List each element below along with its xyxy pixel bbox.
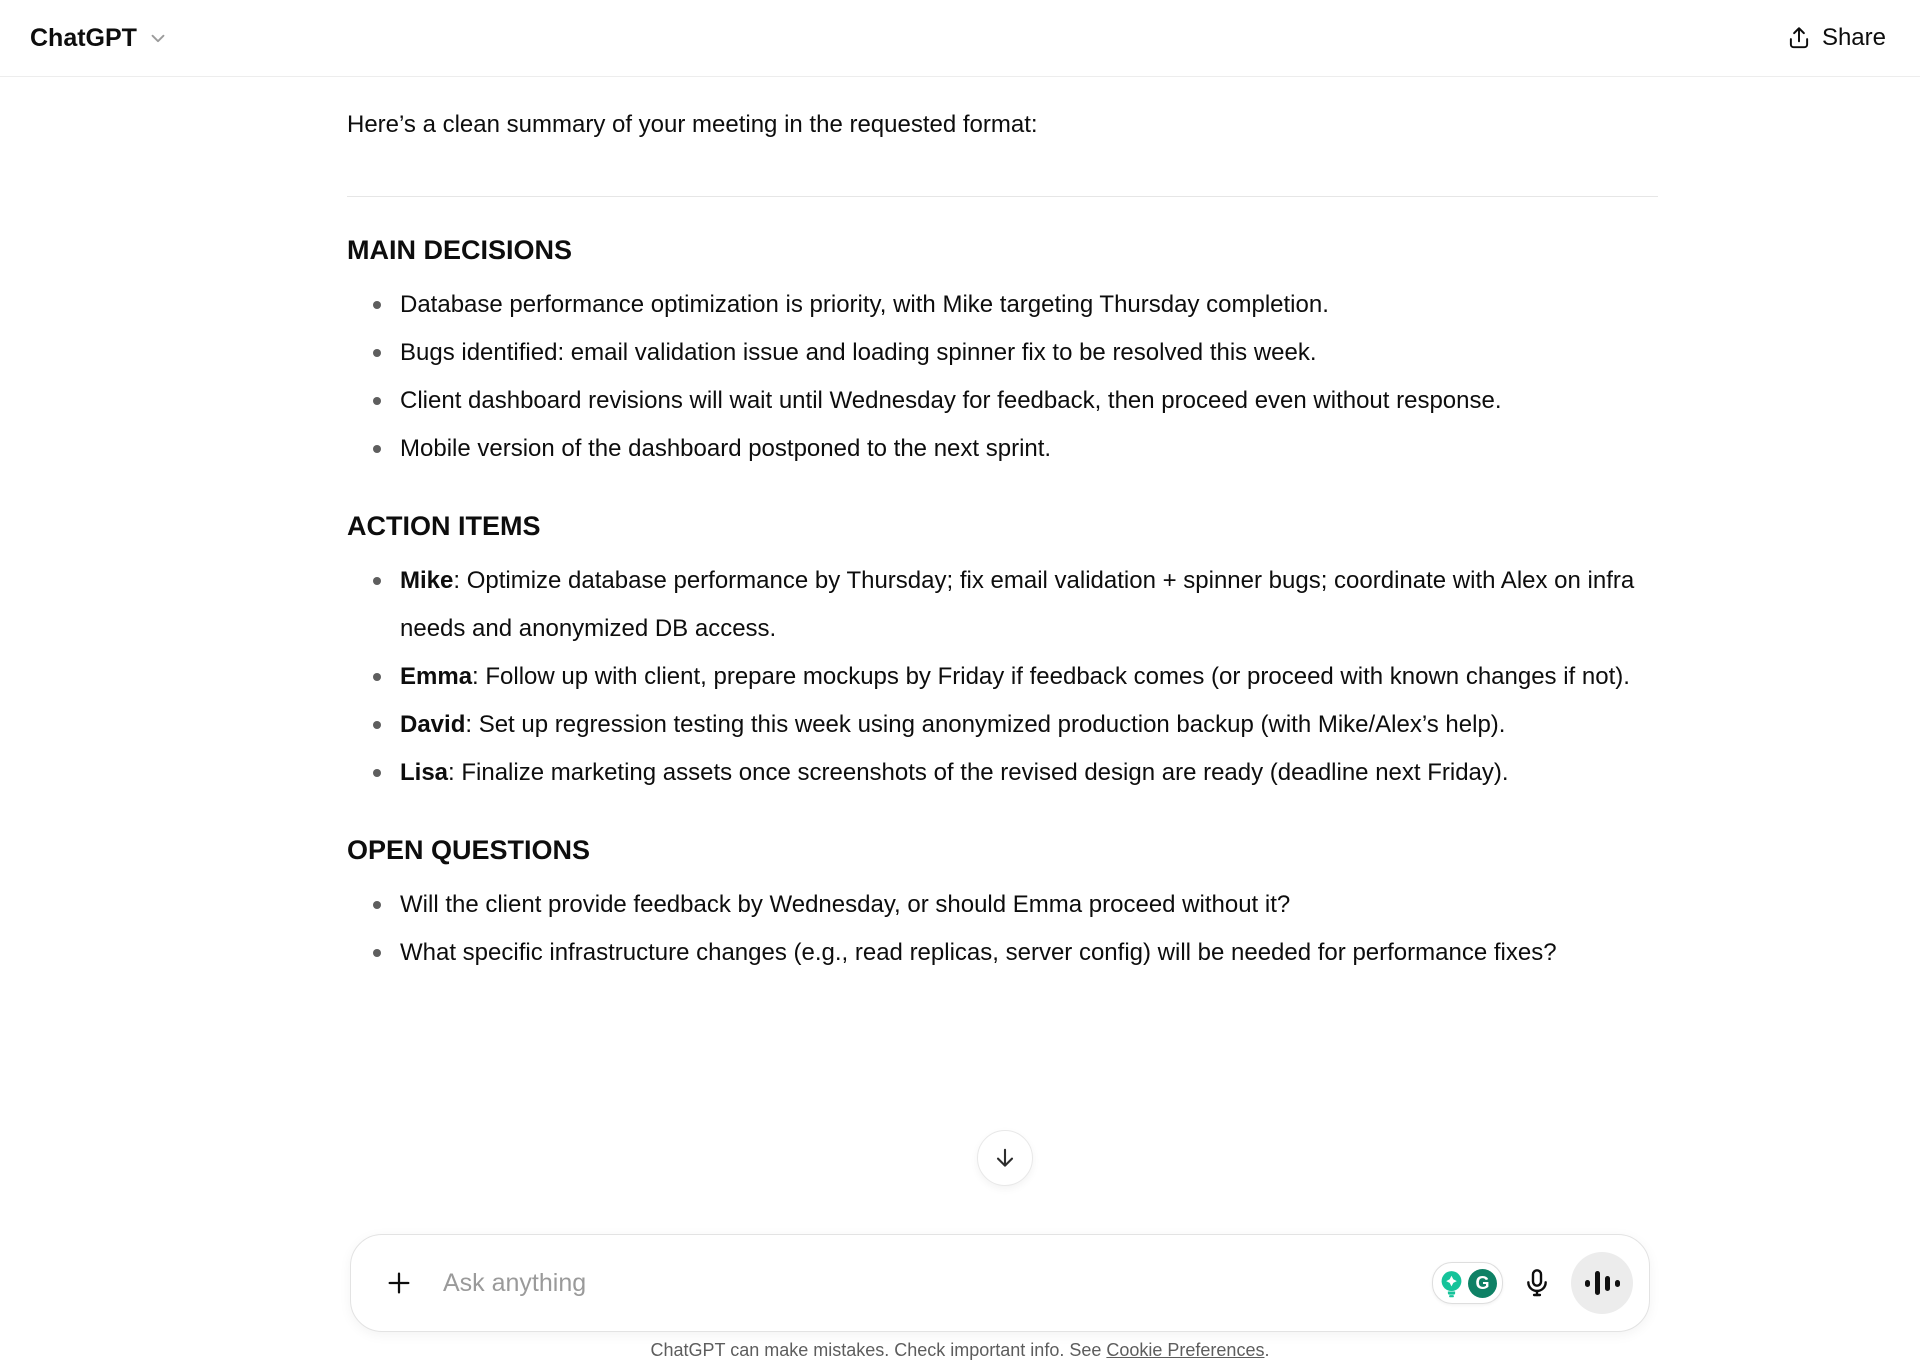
arrow-down-icon <box>991 1144 1019 1172</box>
voice-mode-icon <box>1585 1271 1620 1295</box>
upload-share-icon <box>1786 25 1812 51</box>
assistant-message <box>347 78 1658 977</box>
app-title: ChatGPT <box>30 23 137 52</box>
disclaimer-text: ChatGPT can make mistakes. Check important info. See <box>650 1340 1107 1360</box>
list-item: David: Set up regression testing this week using anonymized production backup (with Mike/Alex’s help). <box>347 701 1658 749</box>
message-input[interactable] <box>441 1268 1406 1299</box>
composer-actions <box>1432 1252 1633 1314</box>
list-item: What specific infrastructure changes (e.g., read replicas, server config) will be needed for performance fixes? <box>347 929 1658 977</box>
list-item: Lisa: Finalize marketing assets once screenshots of the revised design are ready (deadline next Friday). <box>347 749 1658 797</box>
dictate-button[interactable] <box>1521 1267 1553 1299</box>
message-divider <box>347 196 1658 197</box>
list-item: Mobile version of the dashboard postponed to the next sprint. <box>347 425 1658 473</box>
open-questions-list <box>347 881 1658 977</box>
plus-icon <box>383 1267 415 1299</box>
composer <box>350 1234 1650 1332</box>
cookie-preferences-link[interactable]: Cookie Preferences <box>1106 1340 1265 1360</box>
attach-button[interactable] <box>383 1267 415 1299</box>
top-bar <box>0 0 1920 77</box>
grammarly-logo-icon: G <box>1468 1269 1497 1298</box>
list-item: Emma: Follow up with client, prepare mockups by Friday if feedback comes (or proceed with known changes if not). <box>347 653 1658 701</box>
main-decisions-list <box>347 281 1658 473</box>
disclaimer-footer <box>0 1340 1920 1361</box>
model-switcher[interactable] <box>30 24 169 53</box>
list-item: Database performance optimization is priority, with Mike targeting Thursday completion. <box>347 281 1658 329</box>
list-item: Client dashboard revisions will wait until Wednesday for feedback, then proceed even without response. <box>347 377 1658 425</box>
list-item: Mike: Optimize database performance by Thursday; fix email validation + spinner bugs; coordinate with Alex on infra needs and anonymized DB access. <box>347 557 1658 653</box>
grammarly-suggestion-icon <box>1438 1269 1465 1298</box>
section-heading-open-questions: OPEN QUESTIONS <box>347 835 591 865</box>
message-intro: Here’s a clean summary of your meeting in the requested format: <box>347 111 1038 138</box>
share-button[interactable] <box>1782 18 1890 58</box>
scroll-to-bottom-button[interactable] <box>977 1130 1033 1186</box>
voice-mode-button[interactable] <box>1571 1252 1633 1314</box>
action-items-list <box>347 557 1658 797</box>
disclaimer-suffix: . <box>1264 1340 1270 1360</box>
section-heading-action-items: ACTION ITEMS <box>347 511 541 541</box>
list-item: Bugs identified: email validation issue and loading spinner fix to be resolved this week. <box>347 329 1658 377</box>
list-item: Will the client provide feedback by Wednesday, or should Emma proceed without it? <box>347 881 1658 929</box>
section-heading-main-decisions: MAIN DECISIONS <box>347 235 573 265</box>
share-button-label: Share <box>1821 24 1886 51</box>
microphone-icon <box>1521 1267 1553 1299</box>
grammarly-extension-widget[interactable] <box>1432 1262 1503 1304</box>
chevron-down-icon <box>147 27 169 49</box>
